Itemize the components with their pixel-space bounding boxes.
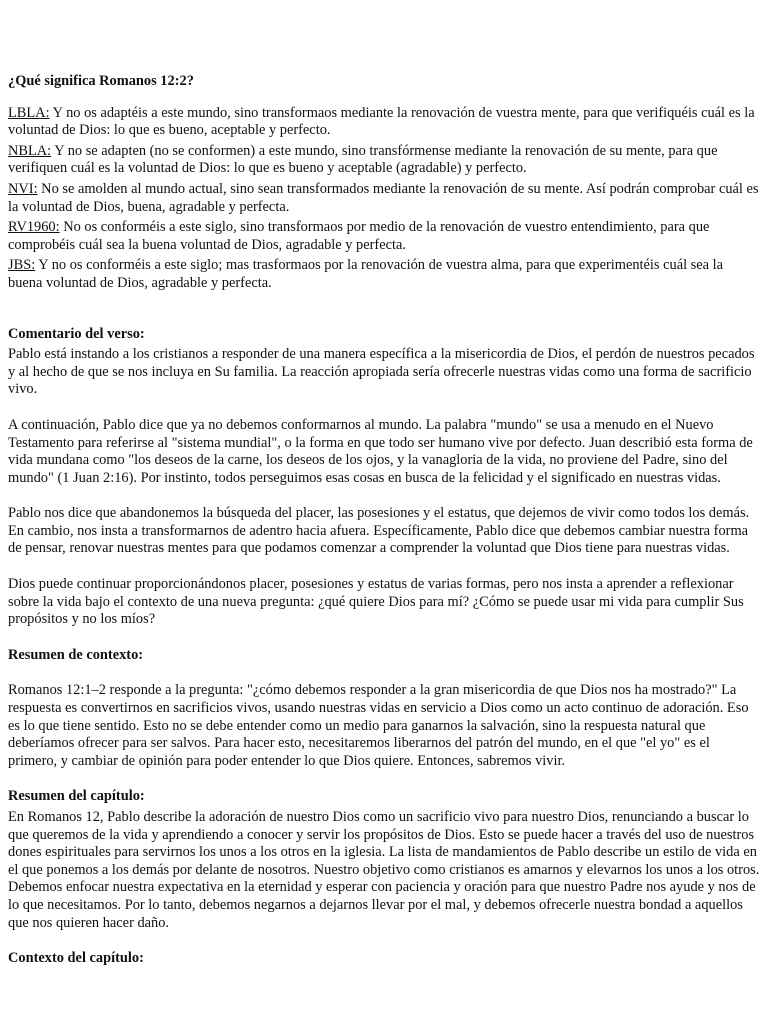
chapter-context-heading: Contexto del capítulo: bbox=[8, 950, 144, 967]
context-summary-text: Romanos 12:1–2 responde a la pregunta: "¿cómo debemos responder a la gran misericordia de que Dios nos ha mostrado?" La respuesta es convertirnos en sacrificios vivos, usando nuestras vidas en servicio a Dios como un acto continuo de adoración. Eso es lo que tiene sentido. Esto no se debe entender como un medio para ganarnos la salvación, sino la respuesta natural que deberíamos ofrecer para ser salvos. Para hacer esto, necesitaremos liberarnos del patrón del mundo, en el que "el yo" es el primero, y cambiar de opinión para poder entender lo que Dios quiere. Entonces, sabremos vivir. bbox=[8, 682, 749, 769]
page-title: ¿Qué significa Romanos 12:2? bbox=[8, 73, 194, 89]
commentary-paragraph: Dios puede continuar proporcionándonos placer, posesiones y estatus de varias formas, pero nos insta a aprender a reflexionar sobre la vida bajo el contexto de una nueva pregunta: ¿qué quiere Dios para mí? ¿Cómo se puede usar mi vida para cumplir Sus propósitos y no los míos? bbox=[8, 576, 744, 628]
verse-nbla bbox=[8, 143, 760, 178]
verse-lbla bbox=[8, 105, 760, 140]
commentary-paragraph: Pablo nos dice que abandonemos la búsqueda del placer, las posesiones y el estatus, que dejemos de vivir como todos los demás. En cambio, nos insta a transformarnos de adentro hacia afuera. Específicamente, Pablo dice que debemos cambiar nuestra forma de pensar, renovar nuestras mentes para que podamos comenzar a comprender la voluntad que Dios tiene para nuestras vidas. bbox=[8, 505, 750, 557]
context-summary-heading: Resumen de contexto: bbox=[8, 646, 144, 663]
verse-jbs bbox=[8, 257, 760, 292]
verse-text: Y no os adaptéis a este mundo, sino transformaos mediante la renovación de vuestra mente, para que verifiquéis cuál es la voluntad de Dios: lo que es bueno, aceptable y perfecto. bbox=[8, 104, 755, 139]
document-body bbox=[8, 73, 760, 968]
commentary-paragraph: Pablo está instando a los cristianos a responder de una manera específica a la misericordia de Dios, el perdón de nuestros pecados y al hecho de que se nos incluya en Su familia. La reacción apropiada sería ofrecerle nuestras vidas como una forma de sacrificio vivo. bbox=[8, 346, 755, 398]
chapter-summary-heading: Resumen del capítulo: bbox=[8, 788, 145, 805]
verse-text: No se amolden al mundo actual, sino sean transformados mediante la renovación de su mente. Así podrán comprobar cuál es la voluntad de Dios, buena, agradable y perfecta. bbox=[8, 180, 759, 215]
version-tag: LBLA: bbox=[8, 104, 50, 121]
verse-text: Y no os conforméis a este siglo; mas trasformaos por la renovación de vuestra alma, para que experimentéis cuál sea la buena voluntad de Dios, agradable y perfecta. bbox=[8, 257, 724, 291]
version-tag: NBLA: bbox=[8, 142, 52, 159]
verse-text: Y no se adapten (no se conformen) a este mundo, sino transfórmense mediante la renovación de su mente, para que verifiquen cuál es la voluntad de Dios: lo que es bueno y aceptable (agradable) y perfecto. bbox=[8, 142, 718, 177]
version-tag: RV1960: bbox=[8, 219, 60, 236]
verse-list bbox=[8, 105, 760, 293]
verse-text: No os conforméis a este siglo, sino transformaos por medio de la renovación de vuestro entendimiento, para que comprobéis cuál sea la buena voluntad de Dios, agradable y perfecta. bbox=[8, 219, 710, 253]
chapter-summary-text: En Romanos 12, Pablo describe la adoración de nuestro Dios como un sacrificio vivo para nuestro Dios, renunciando a buscar lo que queremos de la vida y aprendiendo a conocer y servir los propósitos de Dios. Esto se puede hacer a través del uso de nuestros dones espirituales para servirnos los unos a los otros en la iglesia. La lista de mandamientos de Pablo describe un estilo de vida en el que ponemos a los demás por delante de nosotros. Nuestro objetivo como cristianos es amarnos y elevarnos los unos a los otros. Debemos enfocar nuestra expectativa en la eternidad y esperar con paciencia y oración para que nuestro Padre nos ayude y nos de lo que necesitamos. Por lo tanto, debemos negarnos a dejarnos llevar por el mal, y debemos ofrecerle nuestra bondad a aquellos que nos quieren hacer daño. bbox=[8, 809, 760, 931]
commentary-paragraph: A continuación, Pablo dice que ya no debemos conformarnos al mundo. La palabra "mundo" se usa a menudo en el Nuevo Testamento para referirse al "sistema mundial", o la forma en que todo ser humano vive por defecto. Juan describió esta forma de vida mundana como "los deseos de la carne, los deseos de los ojos, y la vanagloria de la vida, no proviene del Padre, sino del mundo" (1 Juan 2:16). Por instinto, todos perseguimos esas cosas en busca de la felicidad y el significado en nuestras vidas. bbox=[8, 416, 753, 486]
version-tag: NVI: bbox=[8, 180, 38, 197]
version-tag: JBS: bbox=[8, 257, 36, 274]
verse-nvi bbox=[8, 181, 760, 216]
commentary-heading: Comentario del verso: bbox=[8, 325, 145, 342]
verse-rv1960 bbox=[8, 219, 760, 254]
